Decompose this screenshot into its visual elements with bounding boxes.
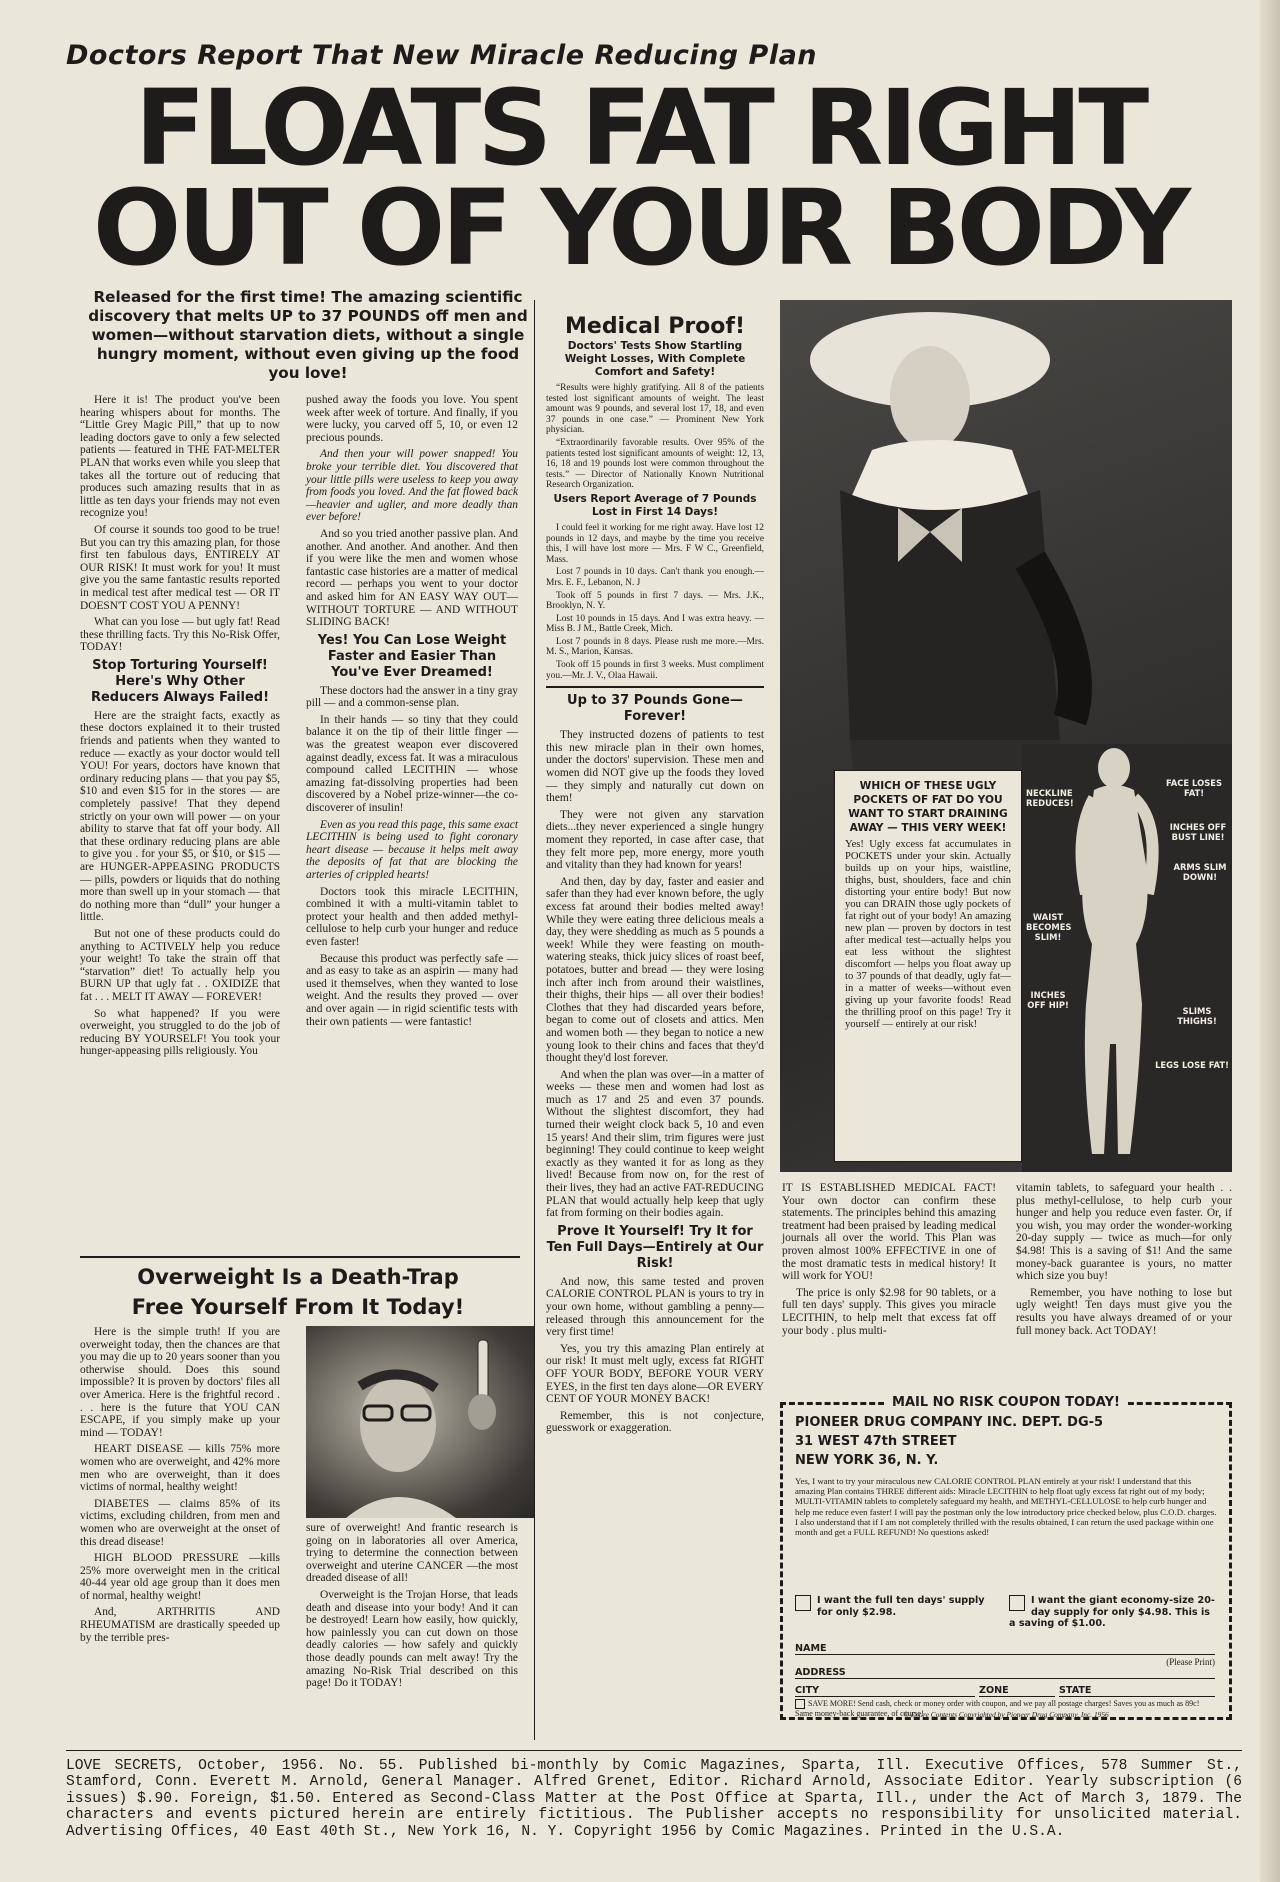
headline-line-2: OUT OF YOUR BODY — [92, 167, 1188, 289]
col1-heading: Stop Torturing Yourself! Here's Why Other Reducers Always Failed! — [90, 657, 270, 705]
body-silhouette-illustration — [1022, 744, 1232, 1172]
label-hip: INCHES OFF HIP! — [1027, 990, 1069, 1010]
column-divider — [546, 686, 764, 688]
column-3 — [546, 314, 764, 1439]
col2-paragraph: Even as you read this page, this same exact LECITHIN is being used to fight coronary heart disease — because it helps melt away the deposits of fat that are blocking the arteries of crippled hearts! — [306, 818, 518, 881]
fat-pockets-title: WHICH OF THESE UGLY POCKETS OF FAT DO YOU WANT TO START DRAINING AWAY — THIS VERY WEEK! — [848, 780, 1008, 834]
option-20-day-label: I want the giant economy-size 20-day supply for only $4.98. This is a saving of $1.00. — [1009, 1595, 1215, 1629]
col3-heading: Prove It Yourself! Try It for Ten Full Days—Entirely at Our Risk! — [546, 1223, 764, 1271]
address-label: ADDRESS — [795, 1667, 846, 1678]
label-thighs: SLIMS THIGHS! — [1177, 1006, 1217, 1026]
label-neckline: NECKLINE REDUCES! — [1026, 788, 1074, 808]
col3-paragraph: They instructed dozens of patients to test this new miracle plan in their own homes, under the doctors' supervision. These men and women did NOT give up the foods they loved — they simply and naturally cut down on them! — [546, 729, 764, 805]
col1-paragraph: But not one of these products could do anything to ACTIVELY help you reduce your weight! To take the strain off that “starvation” diet! To actually help you BURN UP that ugly fat . . OXIDIZE that fat . . . MELT IT AWAY — FOREVER! — [80, 927, 280, 1003]
medical-proof-subtitle: Doctors' Tests Show Startling Weight Losses, With Complete Comfort and Safety! — [564, 340, 746, 378]
save-more-text: SAVE MORE! Send cash, check or money order with coupon, and we pay all postage charges! Saves you as much as 89c! Same money-back guarantee, of course! — [795, 1699, 1200, 1718]
publication-footer: LOVE SECRETS, October, 1956. No. 55. Published bi-monthly by Comic Magazines, Sparta, Ill. Executive Offices, 578 Summer St., Stamford, Conn. Everett M. Arnold, General Manager. Alfred Grenet, Editor. Richard Arnold, Associate Editor. Yearly subscription (6 issues) $.90. Foreign, $1.50. Entered as Second-Class Matter at the Post Office at Sparta, Ill., under the Act of March 3, 1879. The characters and events pictured herein are entirely fictitious. The Publisher accepts no responsibility for unsolicited material. Advertising Offices, 40 East 40th St., New York 16, N. Y. Copyright 1956 by Comic Magazines. Printed in the U.S.A. — [66, 1758, 1242, 1840]
column-1 — [80, 394, 280, 1062]
coupon-address — [795, 1413, 1217, 1470]
testimonial: Took off 5 pounds in first 7 days. — Mrs. J.K., Brooklyn, N. Y. — [546, 590, 764, 612]
testimonial: I could feel it working for me right away. Have lost 12 pounds in 12 days, and maybe by the time you receive this, I will have lost more — Mrs. F W C., Greenfield, Mass. — [546, 522, 764, 565]
city-address: NEW YORK 36, N. Y. — [795, 1453, 939, 1468]
deathtrap-column-2 — [306, 1522, 518, 1694]
fat-pockets-body: Yes! Ugly excess fat accumulates in POCKETS under your skin. Actually builds up on your hips, waistline, thighs, bust, shoulders, face and chin distorting your entire body! But now you can DRAIN those ugly pockets of fat right out of your body! An amazing new plan — proven by doctors in test after medical test—actually helps you eat less without the slightest discomfort — helps you float away up to 37 pounds of that deadly, ugly fat—in a matter of weeks—without even giving up your favorite foods! Read the thrilling proof on this page! Try it yourself — entirely at our risk! — [845, 839, 1011, 1030]
print-note: (Please Print) — [1166, 1657, 1215, 1667]
intro-blurb: Released for the first time! The amazing scientific discovery that melts UP to 37 POUNDS off men and women—without starvation diets, without a single hungry moment, without even giving up the food you love! — [88, 288, 528, 382]
checkbox-10-day[interactable] — [795, 1595, 811, 1611]
col1-paragraph: So what happened? If you were overweight, you struggled to do the job of reducing BY YOURSELF! You took your hunger-appeasing pills religiously. You — [80, 1007, 280, 1058]
col2-paragraph: Doctors took this miracle LECITHIN, combined it with a multi-vitamin tablet to protect your health and then added methyl-cellulose to help curb your hunger and reduce even faster! — [306, 885, 518, 948]
col2-paragraph: And so you tried another passive plan. And another. And another. And another. And then if you were like the men and women whose fantastic case histories are a matter of medical record — perhaps you went to your doctor and asked him for AN EASY WAY OUT—WITHOUT TORTURE — AND WITHOUT SLIDING BACK! — [306, 527, 518, 629]
address-field[interactable] — [795, 1667, 1215, 1679]
coupon-header-text: MAIL NO RISK COUPON TODAY! — [884, 1395, 1128, 1410]
col3-paragraph: Remember, this is not conjecture, guesswork or exaggeration. — [546, 1409, 764, 1435]
col4-paragraph: IT IS ESTABLISHED MEDICAL FACT! Your own doctor can confirm these statements. The principles behind this amazing treatment had been praised by leading medical journals all over the world. This Plan was proven almost 100% EFFECTIVE in one of the most dramatic tests in medical history! It will work for YOU! — [782, 1182, 996, 1283]
testimonial: Took off 15 pounds in first 3 weeks. Must compliment you.—Mr. J. V., Olaa Hawaii. — [546, 660, 764, 681]
col5-paragraph: Remember, you have nothing to lose but ugly weight! Ten days must give you the results you have always dreamed of or your full money back. Act TODAY! — [1016, 1286, 1232, 1337]
medical-proof-title: Medical Proof! — [565, 314, 745, 339]
doctor-photo — [306, 1326, 534, 1518]
coupon-header — [783, 1393, 1229, 1411]
quote: “Results were highly gratifying. All 8 of the patients tested lost significant amounts of weight. The least amount was 9 pounds, and several lost 17, 18, and even 37 pounds in one case.” — Prominent New York physician. — [546, 383, 764, 436]
checkbox-save-more[interactable] — [795, 1699, 805, 1709]
option-10-day[interactable] — [795, 1595, 985, 1618]
coupon-terms: Yes, I want to try your miraculous new CALORIE CONTROL PLAN entirely at your risk! I understand that this amazing Plan contains THREE different aids: Miracle LECITHIN to help float ugly excess fat right out of my body; MULTI-VITAMIN tablets to completely safeguard my health, and METHYL-CELLULOSE to help curb hunger and help me reduce even faster! I will pay the postman only the low introductory price checked below, plus C.O.D. charges. I also understand that if I am not completely thrilled with the results obtained, I can return the used package within one month and get a FULL REFUND! No questions asked! — [795, 1476, 1217, 1538]
column-5 — [1016, 1182, 1232, 1341]
col3-paragraph: Yes, you try this amazing Plan entirely at our risk! It must melt ugly, excess fat RIGHT OFF YOUR BODY, BEFORE YOUR VERY EYES, in the first ten days alone—OR EVERY CENT OF YOUR MONEY BACK! — [546, 1342, 764, 1406]
city-field[interactable] — [795, 1685, 975, 1697]
checkbox-20-day[interactable] — [1009, 1595, 1025, 1611]
testimonial: Lost 10 pounds in 15 days. And I was extra heavy. — Miss B. J M., Battle Creek, Mich. — [546, 613, 764, 635]
col3-paragraph: And then, day by day, faster and easier and safer than they had ever known before, the ugly excess fat around their bodies melted away! While they were eating three delicious meals a day, they were shedding as much as 5 pounds a week! While they were feasting on mouth-watering steaks, thick juicy slices of roast beef, potatoes, butter and bread — they were losing inch after inch from around their waistlines, their thighs, their hips — all over their bodies! Clothes that they had discarded years before, began to come out of closets and attics. Men and women both — they began to notice a new young look to their chins and faces that they'd thought they'd lost forever. — [546, 875, 764, 1065]
company-name: PIONEER DRUG COMPANY INC. DEPT. DG-5 — [795, 1415, 1104, 1430]
col2-paragraph: These doctors had the answer in a tiny gray pill — and a common-sense plan. — [306, 684, 519, 710]
headline — [40, 67, 1240, 289]
deathtrap-paragraph: HEART DISEASE — kills 75% more women who are overweight, and 42% more men who are overweight, than it does victims of normal, healthy weight! — [80, 1443, 280, 1494]
testimonial: Lost 7 pounds in 10 days. Can't thank you enough.—Mrs. E. F., Lebanon, N. J — [546, 567, 764, 588]
col2-paragraph: In their hands — so tiny that they could balance it on the tip of their little finger — was the greatest weapon ever discovered against deadly, excess fat. It was a miraculous compound called LECITHIN — whose amazing fat-dissolving properties had been discovered by a Nobel prize-winner—the co-discoverer of insulin! — [306, 713, 518, 815]
col1-paragraph: Of course it sounds too good to be true! But you can try this amazing plan, for those first ten fabulous days, ENTIRELY AT OUR RISK! It must work for you! It must give you the same fantastic results reported in medical test after medical test — OR IT DOESN'T COST YOU A PENNY! — [80, 523, 280, 612]
column-4 — [782, 1182, 996, 1341]
col1-paragraph: What can you lose — but ugly fat! Read these thrilling facts. Try this No-Risk Offer, TODAY! — [80, 616, 280, 654]
deathtrap-paragraph: And, ARTHRITIS AND RHEUMATISM are drastically speeded up by the terrible pres- — [80, 1606, 280, 1644]
col5-paragraph: vitamin tablets, to safeguard your health . . plus methyl-cellulose, to help curb your hunger and help you reduce even faster. Or, if you wish, you may order the wonder-working 20-day supply — twice as much—for only $4.98! This is a saving of $1! And the same money-back guarantee is yours, no matter which size you buy! — [1016, 1182, 1232, 1283]
deathtrap-column-1 — [80, 1326, 280, 1648]
name-label: NAME — [795, 1643, 827, 1654]
column-2 — [306, 394, 518, 1032]
col2-heading: Yes! You Can Lose Weight Faster and Easier Than You've Ever Dreamed! — [317, 632, 507, 680]
fat-pockets-box — [834, 770, 1022, 1162]
state-field[interactable] — [1059, 1685, 1215, 1697]
quote: “Extraordinarily favorable results. Over 95% of the patients tested lost significant amounts of weight: 12, 13, 16, 18 and 19 pounds lost were common throughout the tests.” — Director of Nationally Known Nutritional Research Organization. — [546, 437, 764, 491]
deathtrap-title-line-1: Overweight Is a Death-Trap — [137, 1265, 459, 1289]
deathtrap-paragraph: DIABETES — claims 85% of its victims, excluding children, from men and women who are overweight at the onset of this dread disease! — [80, 1497, 280, 1548]
label-bust: INCHES OFF BUST LINE! — [1169, 822, 1227, 842]
users-report-heading: Users Report Average of 7 Pounds Lost in First 14 Days! — [553, 492, 757, 518]
footer-rule — [66, 1750, 1242, 1751]
street-address: 31 WEST 47th STREET — [795, 1434, 957, 1449]
section-divider — [80, 1256, 520, 1258]
label-face: FACE LOSES FAT! — [1166, 778, 1222, 798]
city-label: CITY — [795, 1685, 820, 1696]
deathtrap-title-line-2: Free Yourself From It Today! — [131, 1295, 465, 1319]
label-legs: LEGS LOSE FAT! — [1155, 1060, 1229, 1070]
deathtrap-title — [88, 1262, 508, 1322]
label-waist: WAIST BECOMES SLIM! — [1026, 912, 1072, 942]
state-label: STATE — [1059, 1685, 1092, 1696]
column-rule — [534, 300, 535, 1740]
col2-paragraph: pushed away the foods you love. You spent week after week of torture. And finally, if you were lucky, you carved off 5, 10, or even 12 precious pounds. — [306, 394, 518, 444]
deathtrap-paragraph: sure of overweight! And frantic research is going on in laboratories all over America, trying to determine the connection between overweight and uterine CANCER —the most dreaded disease of all! — [306, 1522, 518, 1585]
col3-paragraph: And now, this same tested and proven CALORIE CONTROL PLAN is yours to try in your own home, without gambling a penny—released through this announcement for the very first time! — [546, 1275, 764, 1339]
option-10-day-label: I want the full ten days' supply for only $2.98. — [817, 1595, 985, 1618]
medical-proof-quotes — [546, 383, 764, 681]
page-edge — [1260, 0, 1280, 1882]
col4-paragraph: The price is only $2.98 for 90 tablets, or a full ten days' supply. This gives you miracle LECITHIN, to help melt that excess fat off your body . plus multi- — [782, 1286, 996, 1337]
col1-paragraph: Here are the straight facts, exactly as these doctors explained it to their trusted friends and patients when they wanted to reduce — exactly as your doctor would tell YOU! For years, doctors have known that ordinary reducing plans — that you pay $5, $10 and even $15 for in the stores — are completely passive! That they depend strictly on your own will power — on your ability to starve that fat off your body. All that these ordinary reducing plans are able to give you . for your $5, or $10, or $15 — are HUNGER-APPEASING PRODUCTS — pills, powders or liquids that do nothing more than swell up in your stomach — that do nothing more than “dull” your hunger a little. — [80, 709, 280, 924]
zone-field[interactable] — [979, 1685, 1055, 1697]
col1-paragraph: Here it is! The product you've been hearing whispers about for months. The “Little Grey Magic Pill,” that up to now leading doctors gave to only a few selected patients — featured in THE FAT-MELTER PLAN that works even while you sleep that takes all the torture out of reducing that produces such amazing results that in as little as ten days your friends may not even recognize you! — [80, 394, 280, 520]
deathtrap-paragraph: Overweight is the Trojan Horse, that leads death and disease into your body! And it can be destroyed! Learn how easily, how quickly, how painlessly you can cut down on those deadly calories — how safely and quickly those deadly pounds can melt away! Try the amazing No-Risk Trial described on this page! Do it TODAY! — [306, 1588, 518, 1690]
coupon-copyright: © Entire Contents Copyrighted by Pioneer Drug Company, Inc. 1956 — [903, 1710, 1109, 1719]
doctor-with-test-tube-illustration — [306, 1326, 534, 1518]
order-coupon[interactable] — [780, 1395, 1232, 1720]
headline-line-1: FLOATS FAT RIGHT — [134, 67, 1146, 189]
col3-heading: Up to 37 Pounds Gone—Forever! — [567, 693, 743, 725]
name-field[interactable] — [795, 1643, 1215, 1655]
col3-paragraph: They were not given any starvation diets...they never experienced a single hungry moment they reported, in case after case, that they felt more pep, more energy, more youth and vitality than they had known for years! — [546, 808, 764, 872]
col2-paragraph: And then your will power snapped! You broke your terrible diet. You discovered that your little pills were useless to keep you away from foods you loved. And the fat flowed back—heavier and uglier, and more deadly than ever before! — [306, 448, 518, 524]
col2-paragraph: Because this product was perfectly safe — and as easy to take as an aspirin — many had used it themselves, when they wanted to lose weight. And the results they proved — over and over again — in rigid scientific tests with their own patients — were fantastic! — [306, 952, 518, 1028]
kicker-line: Doctors Report That New Miracle Reducing Plan — [66, 40, 818, 71]
testimonial: Lost 7 pounds in 8 days. Please rush me more.—Mrs. M. S., Marion, Kansas. — [546, 636, 764, 658]
deathtrap-paragraph: Here is the simple truth! If you are overweight today, then the chances are that you may die up to 20 years sooner than you otherwise should. Does this sound impossible? It is proven by doctors' files all over America. Here is the frightful record . . . here is the future that YOU CAN ESCAPE, if you simply make up your mind — TODAY! — [80, 1326, 280, 1439]
option-20-day[interactable] — [1009, 1595, 1219, 1630]
col3-paragraph: And when the plan was over—in a matter of weeks — these men and women had lost as much as 17 and 25 and even 37 pounds. Without the slightest discomfort, they had turned their weight clock back 5, 10 and even 15 years! And their slim, trim figures were just beginning! They could continue to keep weight exactly as they wanted it for as long as they lived! Because from now on, for the rest of their lives, they had an active FAT-REDUCING PLAN that would actually help keep that ugly fat from forming on their bodies again. — [546, 1068, 764, 1220]
deathtrap-paragraph: HIGH BLOOD PRESSURE —kills 25% more overweight men in the critical 40-44 year old age group than it does men of normal, healthy weight! — [80, 1552, 280, 1602]
figure-diagram — [1022, 744, 1232, 1172]
zone-label: ZONE — [979, 1685, 1009, 1696]
label-arms: ARMS SLIM DOWN! — [1173, 862, 1227, 882]
